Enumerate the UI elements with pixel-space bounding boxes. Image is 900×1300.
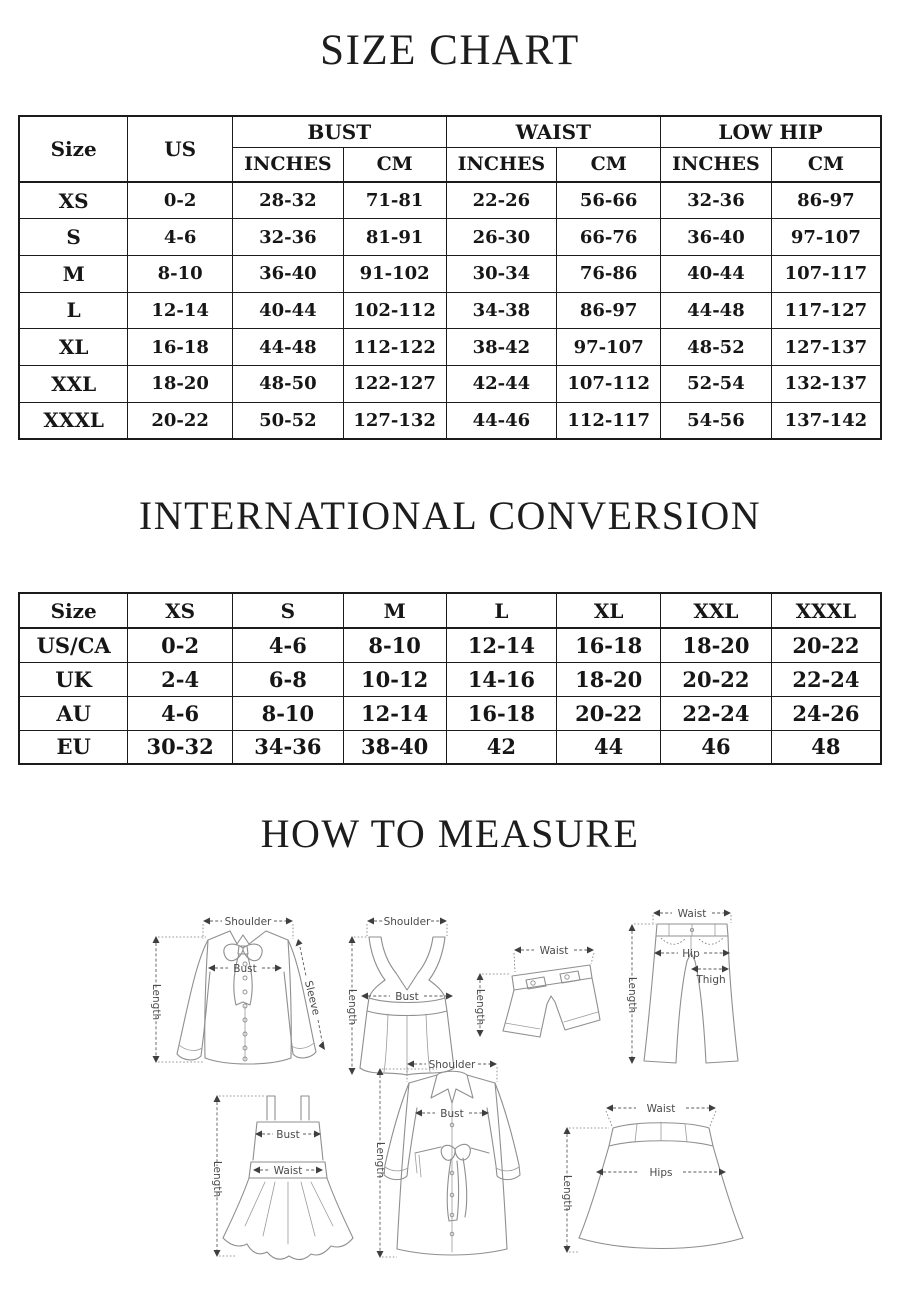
- length-label: Length: [474, 988, 486, 1026]
- cell-waist-in: 44-46: [446, 402, 557, 439]
- cell-waist-in: 26-30: [446, 219, 557, 256]
- cell-bust-cm: 71-81: [343, 182, 446, 219]
- table-row: [19, 292, 881, 329]
- cell-size: XXXL: [19, 402, 128, 439]
- cell-region: EU: [19, 730, 128, 764]
- cell-waist-cm: 97-107: [557, 329, 661, 366]
- cell-us: 16-18: [128, 329, 233, 366]
- hip-label: Hip: [682, 948, 700, 960]
- cell-value: 16-18: [557, 628, 661, 662]
- waist-dimension: [653, 908, 731, 923]
- blouse-measure-diagram: [146, 910, 338, 1082]
- shoulder-dimension: [367, 916, 447, 936]
- length-dimension: [374, 1068, 437, 1258]
- cell-value: 12-14: [343, 696, 446, 730]
- cell-hip-in: 44-48: [661, 292, 772, 329]
- waist-dimension: [253, 1165, 323, 1177]
- shoulder-label: Shoulder: [224, 916, 272, 928]
- header-waist-inches: INCHES: [446, 147, 557, 182]
- table-row: [19, 402, 881, 439]
- cell-hip-cm: 107-117: [771, 255, 881, 292]
- cell-value: 22-24: [661, 696, 772, 730]
- sleeve-label: Sleeve: [301, 979, 323, 1017]
- cell-value: 20-22: [661, 662, 772, 696]
- cell-value: 4-6: [233, 628, 344, 662]
- header-bust-cm: CM: [343, 147, 446, 182]
- skirt-measure-diagram: [551, 1096, 771, 1264]
- length-dimension: [150, 936, 206, 1063]
- cell-us: 4-6: [128, 219, 233, 256]
- cell-hip-in: 48-52: [661, 329, 772, 366]
- waist-label: Waist: [273, 1165, 303, 1177]
- table-row: [19, 365, 881, 402]
- thigh-label: Thigh: [696, 974, 726, 986]
- cell-region: US/CA: [19, 628, 128, 662]
- waist-label: Waist: [677, 908, 707, 920]
- bust-label: Bust: [233, 963, 257, 975]
- cell-bust-in: 36-40: [233, 255, 344, 292]
- conv-header: L: [446, 593, 557, 628]
- length-dimension: [561, 1127, 609, 1253]
- cell-hip-in: 40-44: [661, 255, 772, 292]
- cell-bust-in: 32-36: [233, 219, 344, 256]
- conv-header: S: [233, 593, 344, 628]
- shirt-dress-measure-diagram: [371, 1053, 536, 1265]
- cell-size: L: [19, 292, 128, 329]
- bust-dimension: [208, 963, 282, 975]
- cell-bust-cm: 122-127: [343, 365, 446, 402]
- cell-region: AU: [19, 696, 128, 730]
- blouse-outline: [177, 931, 316, 1064]
- cell-value: 8-10: [343, 628, 446, 662]
- cell-value: 30-32: [128, 730, 233, 764]
- shorts-outline: [503, 965, 600, 1037]
- cell-hip-in: 52-54: [661, 365, 772, 402]
- cell-value: 6-8: [233, 662, 344, 696]
- cell-bust-cm: 102-112: [343, 292, 446, 329]
- cell-us: 12-14: [128, 292, 233, 329]
- length-label: Length: [374, 1141, 386, 1179]
- length-label: Length: [211, 1160, 223, 1198]
- cell-waist-in: 34-38: [446, 292, 557, 329]
- cell-size: S: [19, 219, 128, 256]
- shoulder-label: Shoulder: [428, 1059, 476, 1071]
- cell-hip-cm: 86-97: [771, 182, 881, 219]
- dress-outline: [223, 1096, 353, 1260]
- cell-value: 34-36: [233, 730, 344, 764]
- waist-label: Waist: [539, 945, 569, 957]
- header-bust: BUST: [233, 116, 447, 147]
- cell-value: 12-14: [446, 628, 557, 662]
- conv-header: XS: [128, 593, 233, 628]
- pants-measure-diagram: [623, 903, 753, 1071]
- cell-waist-in: 30-34: [446, 255, 557, 292]
- cell-bust-in: 44-48: [233, 329, 344, 366]
- cell-value: 42: [446, 730, 557, 764]
- length-dimension: [346, 936, 367, 1075]
- cell-value: 4-6: [128, 696, 233, 730]
- cell-waist-cm: 56-66: [557, 182, 661, 219]
- cell-us: 18-20: [128, 365, 233, 402]
- hip-dimension: [654, 948, 730, 960]
- bust-label: Bust: [395, 991, 419, 1003]
- header-waist: WAIST: [446, 116, 661, 147]
- hips-dimension: [596, 1167, 726, 1179]
- bust-label: Bust: [276, 1129, 300, 1141]
- shirt-dress-outline: [384, 1071, 520, 1255]
- shoulder-label: Shoulder: [383, 916, 431, 928]
- cell-us: 20-22: [128, 402, 233, 439]
- table-row: [19, 662, 881, 696]
- cell-value: 46: [661, 730, 772, 764]
- cell-size: XS: [19, 182, 128, 219]
- conv-header: XXL: [661, 593, 772, 628]
- cell-bust-cm: 81-91: [343, 219, 446, 256]
- cell-value: 14-16: [446, 662, 557, 696]
- shoulder-dimension: [203, 916, 293, 939]
- shorts-measure-diagram: [468, 938, 608, 1046]
- cell-waist-cm: 86-97: [557, 292, 661, 329]
- pants-outline: [644, 924, 738, 1063]
- bust-label: Bust: [440, 1108, 464, 1120]
- length-dimension: [211, 1095, 266, 1257]
- cell-waist-in: 42-44: [446, 365, 557, 402]
- cell-bust-in: 48-50: [233, 365, 344, 402]
- cell-value: 48: [771, 730, 881, 764]
- cell-value: 44: [557, 730, 661, 764]
- hips-label: Hips: [649, 1167, 673, 1179]
- bust-dimension: [361, 991, 453, 1003]
- header-waist-cm: CM: [557, 147, 661, 182]
- size-chart-table: [18, 115, 882, 440]
- cell-hip-in: 36-40: [661, 219, 772, 256]
- cell-value: 18-20: [557, 662, 661, 696]
- cell-us: 0-2: [128, 182, 233, 219]
- table-row: [19, 219, 881, 256]
- bust-dimension: [255, 1129, 321, 1141]
- cell-hip-cm: 132-137: [771, 365, 881, 402]
- size-chart-title: SIZE CHART: [320, 27, 580, 74]
- cell-bust-cm: 127-132: [343, 402, 446, 439]
- waist-label: Waist: [646, 1103, 676, 1115]
- thigh-dimension: [691, 966, 729, 987]
- waist-dimension: [514, 945, 594, 972]
- skirt-outline: [579, 1122, 743, 1249]
- header-low-hip: LOW HIP: [661, 116, 881, 147]
- table-row: [19, 628, 881, 662]
- cell-waist-cm: 107-112: [557, 365, 661, 402]
- cell-hip-cm: 97-107: [771, 219, 881, 256]
- cell-bust-in: 28-32: [233, 182, 344, 219]
- cell-value: 2-4: [128, 662, 233, 696]
- dress-measure-diagram: [203, 1086, 393, 1266]
- cell-waist-in: 22-26: [446, 182, 557, 219]
- conv-header: M: [343, 593, 446, 628]
- cell-value: 22-24: [771, 662, 881, 696]
- table-row: [19, 696, 881, 730]
- cell-value: 10-12: [343, 662, 446, 696]
- cell-hip-cm: 137-142: [771, 402, 881, 439]
- cell-bust-cm: 112-122: [343, 329, 446, 366]
- cell-size: M: [19, 255, 128, 292]
- length-label: Length: [626, 976, 638, 1014]
- cell-value: 8-10: [233, 696, 344, 730]
- header-bust-inches: INCHES: [233, 147, 344, 182]
- cell-us: 8-10: [128, 255, 233, 292]
- cell-size: XXL: [19, 365, 128, 402]
- length-label: Length: [561, 1174, 573, 1212]
- header-size: Size: [19, 116, 128, 182]
- sleeve-dimension: [296, 939, 326, 1050]
- conv-header: XL: [557, 593, 661, 628]
- table-row: [19, 255, 881, 292]
- cell-region: UK: [19, 662, 128, 696]
- conversion-title: INTERNATIONAL CONVERSION: [138, 493, 762, 538]
- table-row: [19, 329, 881, 366]
- cell-waist-cm: 112-117: [557, 402, 661, 439]
- table-row: [19, 730, 881, 764]
- cell-value: 24-26: [771, 696, 881, 730]
- cell-value: 20-22: [771, 628, 881, 662]
- cell-hip-cm: 127-137: [771, 329, 881, 366]
- length-label: Length: [150, 983, 162, 1021]
- table-row: [19, 182, 881, 219]
- cell-hip-cm: 117-127: [771, 292, 881, 329]
- cell-hip-in: 32-36: [661, 182, 772, 219]
- cell-size: XL: [19, 329, 128, 366]
- conv-header: XXXL: [771, 593, 881, 628]
- length-label: Length: [346, 988, 358, 1026]
- conversion-table: [18, 592, 882, 765]
- header-us: US: [128, 116, 233, 182]
- length-dimension: [474, 973, 511, 1037]
- cell-waist-in: 38-42: [446, 329, 557, 366]
- cell-hip-in: 54-56: [661, 402, 772, 439]
- cell-waist-cm: 66-76: [557, 219, 661, 256]
- cell-value: 16-18: [446, 696, 557, 730]
- bust-dimension: [415, 1108, 489, 1120]
- cell-value: 38-40: [343, 730, 446, 764]
- cell-value: 20-22: [557, 696, 661, 730]
- cell-value: 18-20: [661, 628, 772, 662]
- cell-bust-cm: 91-102: [343, 255, 446, 292]
- cell-value: 0-2: [128, 628, 233, 662]
- how-to-measure-title: HOW TO MEASURE: [260, 811, 640, 856]
- cell-bust-in: 40-44: [233, 292, 344, 329]
- header-hip-inches: INCHES: [661, 147, 772, 182]
- cell-bust-in: 50-52: [233, 402, 344, 439]
- conv-header: Size: [19, 593, 128, 628]
- shoulder-dimension: [407, 1059, 497, 1082]
- cell-waist-cm: 76-86: [557, 255, 661, 292]
- header-hip-cm: CM: [771, 147, 881, 182]
